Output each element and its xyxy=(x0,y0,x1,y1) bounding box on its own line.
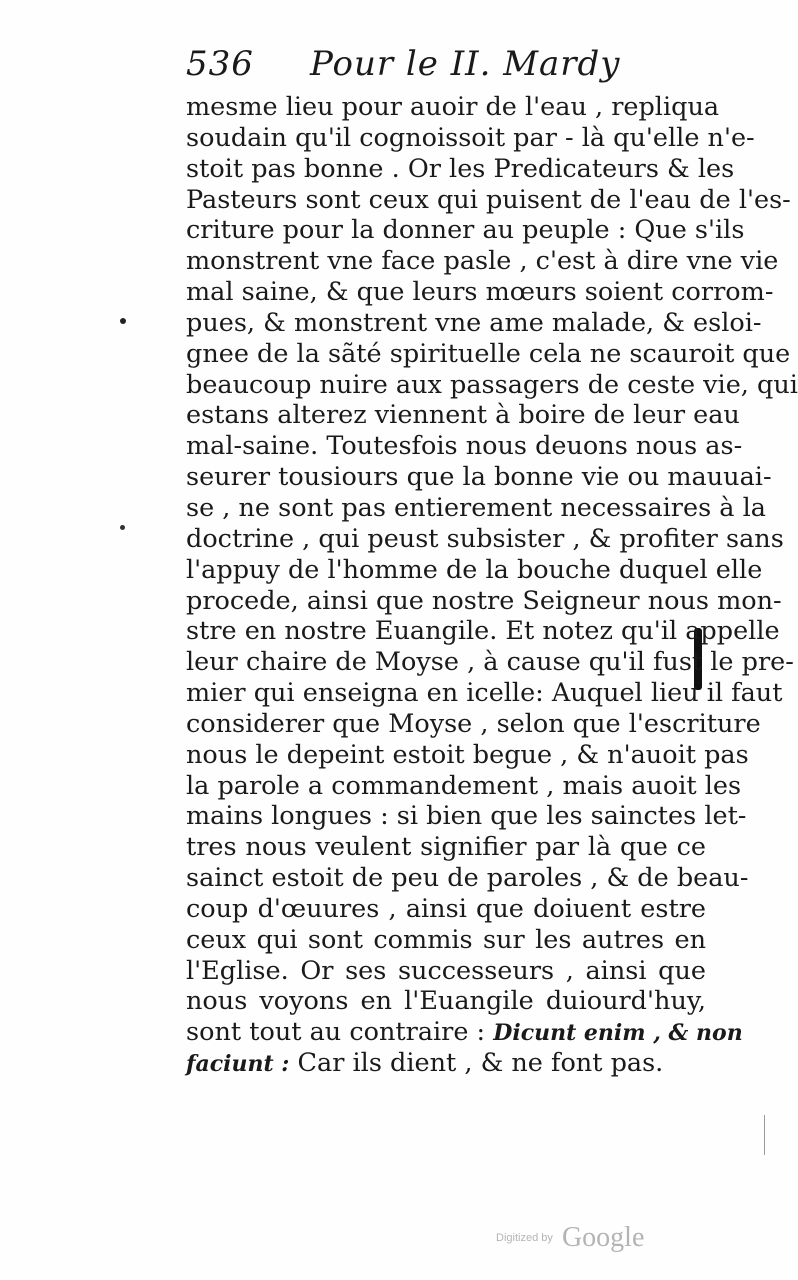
text-line: coup d'œuures , ainsi que doiuent estre xyxy=(186,893,706,924)
page-edge-line xyxy=(764,1115,765,1155)
text-line-mixed xyxy=(186,1017,743,1048)
text-line: mesme lieu pour auoir de l'eau , repliqua xyxy=(186,92,720,122)
text-line: criture pour la donner au peuple : Que s'ils xyxy=(186,215,745,246)
text-line-mixed xyxy=(186,1048,706,1079)
google-logo: Google xyxy=(561,1222,645,1253)
body-text xyxy=(186,92,798,1079)
margin-dot xyxy=(120,318,126,324)
french-text: Car ils dient , & ne font pas. xyxy=(289,1048,664,1079)
page-header xyxy=(186,44,706,92)
text-line: mal saine, & que leurs mœurs soient corrom- xyxy=(186,277,774,308)
text-line: considerer que Moyse , selon que l'escriture xyxy=(186,708,761,739)
text-line: mier qui enseigna en icelle: Auquel lieu il faut xyxy=(186,678,783,709)
text-line: mains longues : si bien que les sainctes let- xyxy=(186,801,747,832)
french-text: sont tout au contraire : xyxy=(186,1017,494,1048)
text-line: stre en nostre Euangile. Et notez qu'il appelle xyxy=(186,616,780,647)
text-line: tres nous veulent signifier par là que ce xyxy=(186,832,706,863)
text-line: seurer tousiours que la bonne vie ou mauuai- xyxy=(186,462,772,493)
text-line: nous le depeint estoit begue , & n'auoit pas xyxy=(186,739,749,770)
margin-dot xyxy=(120,525,125,530)
text-line: procede, ainsi que nostre Seigneur nous mon- xyxy=(186,585,782,616)
text-line: pues, & monstrent vne ame malade, & esloi- xyxy=(186,307,762,338)
latin-quote: faciunt : xyxy=(186,1051,290,1078)
latin-quote: Dicunt enim , & non xyxy=(493,1020,743,1047)
text-line: l'Eglise. Or ses successeurs , ainsi que xyxy=(186,955,706,986)
text-line: mal-saine. Toutesfois nous deuons nous as- xyxy=(186,431,743,462)
google-watermark xyxy=(496,1222,644,1256)
text-line: Pasteurs sont ceux qui puisent de l'eau de l'es- xyxy=(186,184,791,215)
text-line: la parole a commandement , mais auoit les xyxy=(186,770,742,801)
digitized-by-label: Digitized by xyxy=(496,1232,553,1244)
text-line: se , ne sont pas entierement necessaires à la xyxy=(186,492,766,523)
text-line: l'appuy de l'homme de la bouche duquel elle xyxy=(186,554,763,585)
text-line: sainct estoit de peu de paroles , & de beau- xyxy=(186,863,749,894)
text-line: stoit pas bonne . Or les Predicateurs & les xyxy=(186,153,735,184)
running-head: Pour le II. Mardy xyxy=(310,44,621,84)
text-line: gnee de la sãté spirituelle cela ne scauroit que xyxy=(186,338,791,369)
text-line: ceux qui sont commis sur les autres en xyxy=(186,924,706,955)
text-line: doctrine , qui peust subsister , & profiter sans xyxy=(186,523,784,554)
text-line: leur chaire de Moyse , à cause qu'il fust le pre- xyxy=(186,647,794,678)
text-line: estans alterez viennent à boire de leur eau xyxy=(186,400,740,431)
text-line: soudain qu'il cognoissoit par - là qu'elle n'e- xyxy=(186,122,755,153)
text-line: nous voyons en l'Euangile duiourd'huy, xyxy=(186,986,706,1017)
text-line: monstrent vne face pasle , c'est à dire vne vie xyxy=(186,246,779,277)
text-line: beaucoup nuire aux passagers de ceste vie, qui xyxy=(186,369,798,400)
page-number: 536 xyxy=(186,44,254,84)
